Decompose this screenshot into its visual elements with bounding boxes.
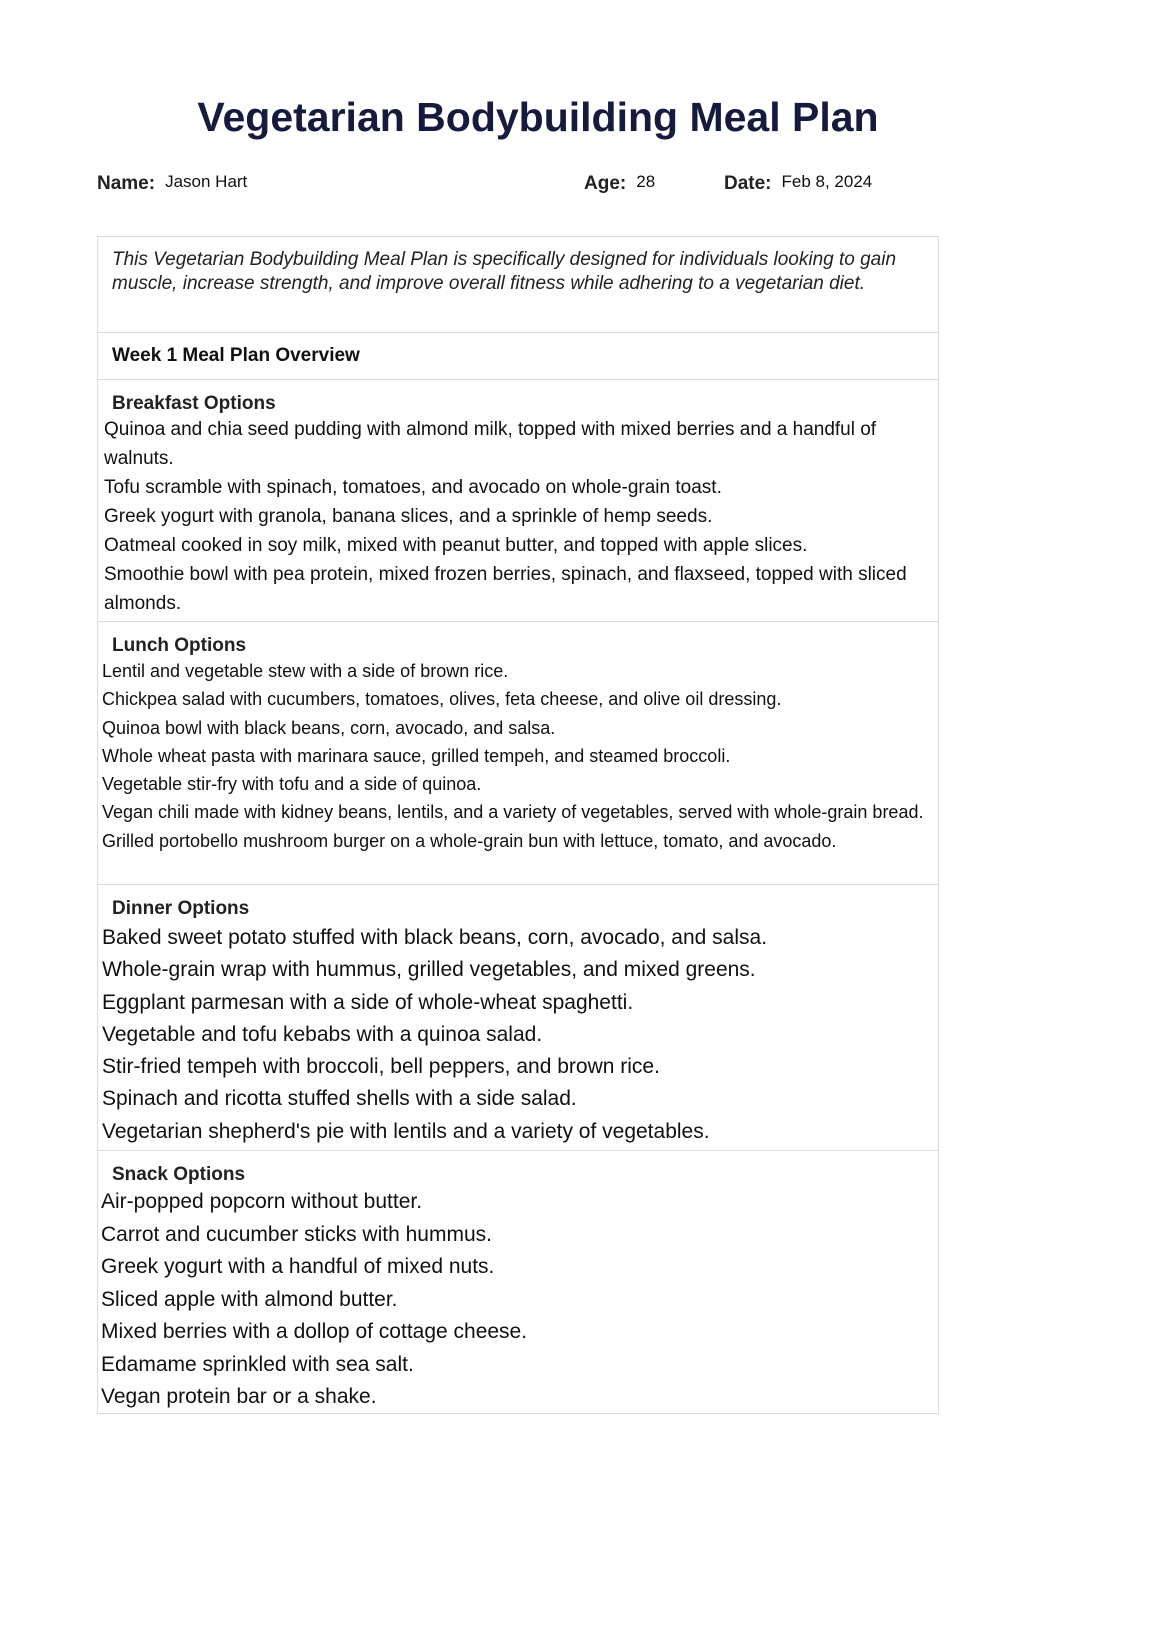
name-value: Jason Hart xyxy=(165,172,248,191)
age-value: 28 xyxy=(636,172,656,191)
meal-item: Vegetarian shepherd's pie with lentils and a variety of vegetables. xyxy=(102,1119,710,1143)
week-heading: Week 1 Meal Plan Overview xyxy=(98,333,938,380)
meal-item: Smoothie bowl with pea protein, mixed frozen berries, spinach, and flaxseed, topped with sliced almonds. xyxy=(104,564,907,614)
name-label: Name: xyxy=(97,173,156,194)
meal-item: Eggplant parmesan with a side of whole-wheat spaghetti. xyxy=(102,990,634,1014)
meal-item: Baked sweet potato stuffed with black beans, corn, avocado, and salsa. xyxy=(102,926,768,949)
name-field xyxy=(97,173,247,195)
meal-list xyxy=(98,1186,938,1414)
lunch-section xyxy=(98,622,938,885)
breakfast-section xyxy=(98,380,938,622)
meal-item: Greek yogurt with granola, banana slices, and a sprinkle of hemp seeds. xyxy=(104,506,713,527)
meal-item: Vegetable and tofu kebabs with a quinoa salad. xyxy=(102,1022,543,1046)
meal-item: Lentil and vegetable stew with a side of brown rice. xyxy=(102,661,509,681)
meal-item: Air-popped popcorn without butter. xyxy=(101,1190,423,1213)
meal-item: Carrot and cucumber sticks with hummus. xyxy=(101,1222,492,1246)
meal-item: Whole-grain wrap with hummus, grilled vegetables, and mixed greens. xyxy=(102,958,756,982)
dinner-section xyxy=(98,885,938,1151)
section-heading: Breakfast Options xyxy=(112,393,276,414)
meal-item: Whole wheat pasta with marinara sauce, grilled tempeh, and steamed broccoli. xyxy=(102,745,731,766)
meal-item: Spinach and ricotta stuffed shells with a side salad. xyxy=(102,1087,577,1111)
age-field xyxy=(584,173,655,195)
meal-item: Stir-fried tempeh with broccoli, bell peppers, and brown rice. xyxy=(102,1055,660,1079)
date-value: Feb 8, 2024 xyxy=(781,172,873,191)
meal-item: Vegetable stir-fry with tofu and a side of quinoa. xyxy=(102,774,482,795)
intro-text: This Vegetarian Bodybuilding Meal Plan is specifically designed for individuals looking to gain muscle, increase strength, and improve overall fitness while adhering to a vegetarian diet. xyxy=(98,237,938,333)
meal-item: Quinoa bowl with black beans, corn, avocado, and salsa. xyxy=(102,717,556,738)
section-heading: Lunch Options xyxy=(112,635,247,656)
meal-list xyxy=(98,415,938,618)
page-title: Vegetarian Bodybuilding Meal Plan xyxy=(197,94,879,140)
section-heading: Snack Options xyxy=(112,1164,246,1185)
age-label: Age: xyxy=(584,173,627,194)
meal-list xyxy=(98,920,938,1148)
date-field xyxy=(724,173,872,195)
meal-item: Edamame sprinkled with sea salt. xyxy=(101,1352,414,1376)
meal-item: Greek yogurt with a handful of mixed nuts. xyxy=(101,1255,495,1278)
meal-plan-table xyxy=(97,236,939,1414)
meal-item: Vegan chili made with kidney beans, lentils, and a variety of vegetables, served with whole-grain bread. xyxy=(102,802,924,823)
meal-list xyxy=(98,657,938,855)
snack-section xyxy=(98,1151,938,1413)
meal-item: Vegan protein bar or a shake. xyxy=(101,1385,377,1408)
meal-item: Oatmeal cooked in soy milk, mixed with peanut butter, and topped with apple slices. xyxy=(104,535,808,556)
meal-item: Quinoa and chia seed pudding with almond milk, topped with mixed berries and a handful of walnuts. xyxy=(104,419,877,469)
section-heading: Dinner Options xyxy=(112,898,250,919)
date-label: Date: xyxy=(724,173,772,194)
meal-item: Grilled portobello mushroom burger on a whole-grain bun with lettuce, tomato, and avocado. xyxy=(102,830,837,851)
meal-item: Sliced apple with almond butter. xyxy=(101,1287,398,1311)
meal-item: Tofu scramble with spinach, tomatoes, and avocado on whole-grain toast. xyxy=(104,477,722,498)
meal-item: Chickpea salad with cucumbers, tomatoes, olives, feta cheese, and olive oil dressing. xyxy=(102,689,782,710)
meal-item: Mixed berries with a dollop of cottage cheese. xyxy=(101,1320,528,1343)
